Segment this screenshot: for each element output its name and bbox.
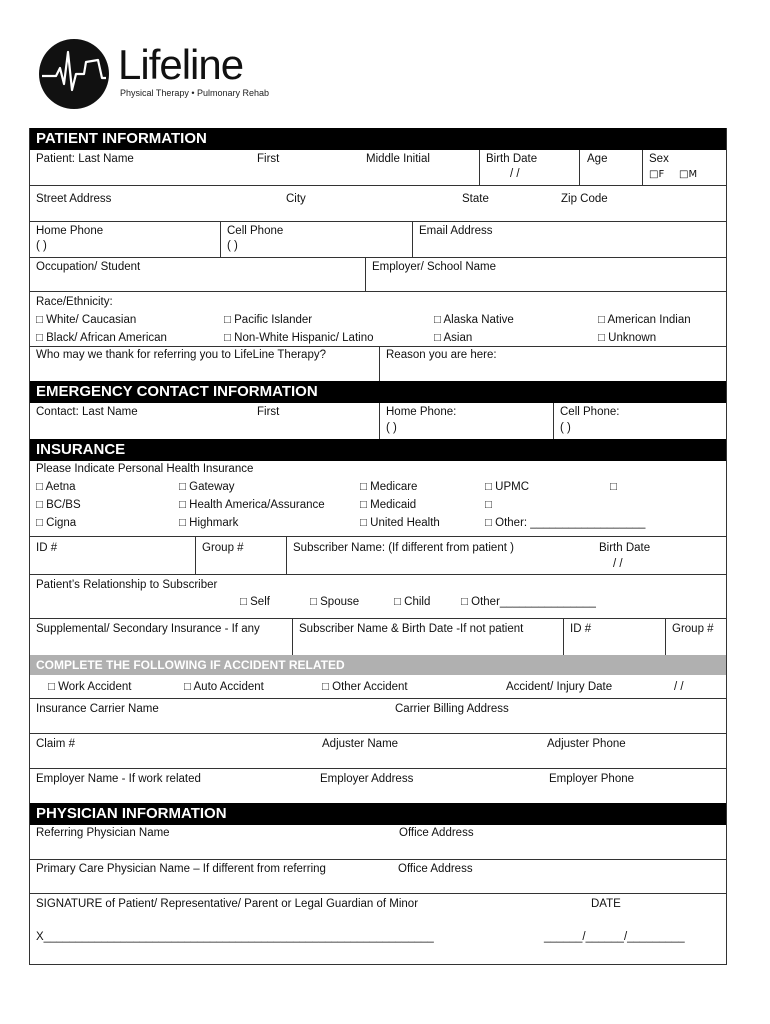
group-cell[interactable] <box>195 537 286 574</box>
reason-cell[interactable] <box>379 347 726 381</box>
group-label: Group # <box>202 542 244 554</box>
insurance-option[interactable]: □ Medicare <box>360 481 418 493</box>
group2-cell[interactable] <box>665 619 726 655</box>
auto-accident-checkbox[interactable]: □ Auto Accident <box>184 681 264 693</box>
cell-phone-paren: ( ) <box>227 240 238 252</box>
age-label: Age <box>587 153 608 165</box>
city-field[interactable]: City <box>286 193 306 205</box>
referring-physician-field[interactable]: Referring Physician Name <box>36 827 170 839</box>
employer-phone-field[interactable]: Employer Phone <box>549 773 635 785</box>
supplemental-row <box>30 619 726 655</box>
other-accident-checkbox[interactable]: □ Other Accident <box>322 681 408 693</box>
insurance-option[interactable]: □ United Health <box>360 517 440 529</box>
signature-line[interactable]: X_____________________________________________________________ <box>36 931 434 943</box>
employer-label: Employer/ School Name <box>372 261 496 273</box>
home-phone-label[interactable]: Home Phone <box>36 225 104 237</box>
sub-birth-cell[interactable] <box>292 619 563 655</box>
relationship-row <box>30 575 726 619</box>
race-label: Race/Ethnicity: <box>36 296 113 308</box>
cell-phone-cell[interactable] <box>220 222 412 257</box>
contact-cell-phone-paren: ( ) <box>560 422 571 434</box>
employer-cell[interactable] <box>365 258 726 291</box>
insurance-option[interactable]: □ UPMC <box>485 481 530 493</box>
address-row <box>30 186 726 222</box>
middle-initial-field[interactable]: Middle Initial <box>366 153 430 165</box>
contact-cell-phone-label: Cell Phone: <box>560 406 620 418</box>
id2-label: ID # <box>570 623 592 635</box>
referral-field[interactable]: Who may we thank for referring you to LifeLine Therapy? <box>36 349 326 361</box>
contact-home-phone-paren: ( ) <box>386 422 397 434</box>
section-header-physician: PHYSICIAN INFORMATION <box>30 803 726 825</box>
relationship-option[interactable]: □ Other_______________ <box>461 596 596 608</box>
billing-address-field[interactable]: Carrier Billing Address <box>395 703 509 715</box>
race-option[interactable]: □ Non-White Hispanic/ Latino <box>224 332 374 344</box>
group2-label: Group # <box>672 623 714 635</box>
last-name-field[interactable]: Patient: Last Name <box>36 153 134 165</box>
insurance-option[interactable]: □ <box>485 499 492 511</box>
section-header-patient: PATIENT INFORMATION <box>30 128 726 150</box>
cell-phone-label: Cell Phone <box>227 225 284 237</box>
race-row <box>30 292 726 346</box>
claim-field[interactable]: Claim # <box>36 738 75 750</box>
contact-home-phone-label: Home Phone: <box>386 406 457 418</box>
insurance-option[interactable]: □ Cigna <box>36 517 77 529</box>
insurance-option[interactable]: □ Health America/Assurance <box>179 499 325 511</box>
sex-cell <box>642 150 726 185</box>
birth-date-cell[interactable] <box>479 150 579 185</box>
signature-row <box>30 894 726 964</box>
race-option[interactable]: □ Unknown <box>598 332 657 344</box>
email-cell[interactable] <box>412 222 726 257</box>
insurance-option[interactable]: □ BC/BS <box>36 499 81 511</box>
carrier-name-field[interactable]: Insurance Carrier Name <box>36 703 159 715</box>
adjuster-name-field[interactable]: Adjuster Name <box>322 738 399 750</box>
occupation-field[interactable]: Occupation/ Student <box>36 261 141 273</box>
race-option[interactable]: □ American Indian <box>598 314 691 326</box>
date-line[interactable]: ______/______/_________ <box>544 931 685 943</box>
insurance-option[interactable]: □ Gateway <box>179 481 235 493</box>
relationship-option[interactable]: □ Spouse <box>310 596 360 608</box>
id2-cell[interactable] <box>563 619 665 655</box>
insurance-id-row <box>30 537 726 575</box>
section-header-emergency: EMERGENCY CONTACT INFORMATION <box>30 381 726 403</box>
subscriber-label: Subscriber Name: (If different from patient ) <box>293 542 514 554</box>
referring-office-field[interactable]: Office Address <box>399 827 474 839</box>
referral-row <box>30 346 726 381</box>
claim-row <box>30 734 726 769</box>
subscriber-birth-date-label: Birth Date <box>599 542 651 554</box>
home-phone-paren: ( ) <box>36 240 47 252</box>
intake-form <box>29 128 727 965</box>
carrier-row <box>30 699 726 734</box>
occupation-row <box>30 258 726 292</box>
insurance-indicate-label: Please Indicate Personal Health Insurance <box>36 463 254 475</box>
reason-label: Reason you are here: <box>386 349 497 361</box>
injury-date-label[interactable]: Accident/ Injury Date <box>506 681 613 693</box>
relationship-option[interactable]: □ Self <box>240 596 270 608</box>
contact-last-name-field[interactable]: Contact: Last Name <box>36 406 138 418</box>
date-label: DATE <box>591 898 621 910</box>
insurance-option[interactable]: □ Highmark <box>179 517 239 529</box>
insurance-option[interactable]: □ <box>610 481 617 493</box>
contact-home-phone-cell[interactable] <box>379 403 553 439</box>
sex-label: Sex <box>649 153 669 165</box>
race-option[interactable]: □ Black/ African American <box>36 332 167 344</box>
phone-row <box>30 222 726 258</box>
primary-office-field[interactable]: Office Address <box>398 863 473 875</box>
subscriber-birth-slashes: / / <box>613 558 623 570</box>
signature-label: SIGNATURE of Patient/ Representative/ Parent or Legal Guardian of Minor <box>36 898 419 910</box>
insurance-option[interactable]: □ Aetna <box>36 481 76 493</box>
zip-code-field[interactable]: Zip Code <box>561 193 608 205</box>
subscriber-cell[interactable] <box>286 537 726 574</box>
insurance-option[interactable]: □ Other: __________________ <box>485 517 646 529</box>
emergency-row <box>30 403 726 439</box>
contact-first-name-field[interactable]: First <box>257 406 280 418</box>
section-header-accident: COMPLETE THE FOLLOWING IF ACCIDENT RELATED <box>30 655 726 675</box>
sex-male-checkbox[interactable]: □M <box>679 169 698 180</box>
employer-info-row <box>30 769 726 803</box>
employer-name-field[interactable]: Employer Name - If work related <box>36 773 201 785</box>
supplemental-field[interactable]: Supplemental/ Secondary Insurance - If any <box>36 623 260 635</box>
primary-physician-row <box>30 860 726 894</box>
primary-physician-field[interactable]: Primary Care Physician Name – If different from referring <box>36 863 326 875</box>
work-accident-checkbox[interactable]: □ Work Accident <box>48 681 132 693</box>
street-address-field[interactable]: Street Address <box>36 193 112 205</box>
patient-name-row <box>30 150 726 186</box>
insurance-id-field[interactable]: ID # <box>36 542 58 554</box>
race-option[interactable]: □ Pacific Islander <box>224 314 313 326</box>
birth-date-label: Birth Date <box>486 153 538 165</box>
state-field[interactable]: State <box>462 193 489 205</box>
lifeline-logo <box>38 38 278 108</box>
sub-birth-label: Subscriber Name & Birth Date -If not patient <box>299 623 524 635</box>
injury-date-slashes: / / <box>674 681 684 693</box>
logo-wordmark: Lifeline <box>118 41 244 88</box>
race-option[interactable]: □ White/ Caucasian <box>36 314 137 326</box>
heartbeat-logo-icon <box>38 38 110 110</box>
insurance-options-row <box>30 461 726 537</box>
relationship-label: Patient’s Relationship to Subscriber <box>36 579 218 591</box>
employer-address-field[interactable]: Employer Address <box>320 773 414 785</box>
logo-tagline: Physical Therapy • Pulmonary Rehab <box>120 88 270 98</box>
race-option[interactable]: □ Asian <box>434 332 473 344</box>
contact-cell-phone-cell[interactable] <box>553 403 726 439</box>
age-cell[interactable] <box>579 150 642 185</box>
referring-physician-row <box>30 825 726 860</box>
sex-female-checkbox[interactable]: □F <box>649 169 665 180</box>
adjuster-phone-field[interactable]: Adjuster Phone <box>547 738 626 750</box>
race-option[interactable]: □ Alaska Native <box>434 314 514 326</box>
accident-type-row <box>30 675 726 699</box>
birth-date-slashes: / / <box>510 168 520 180</box>
email-label: Email Address <box>419 225 493 237</box>
relationship-option[interactable]: □ Child <box>394 596 431 608</box>
first-name-field[interactable]: First <box>257 153 280 165</box>
insurance-option[interactable]: □ Medicaid <box>360 499 417 511</box>
section-header-insurance: INSURANCE <box>30 439 726 461</box>
